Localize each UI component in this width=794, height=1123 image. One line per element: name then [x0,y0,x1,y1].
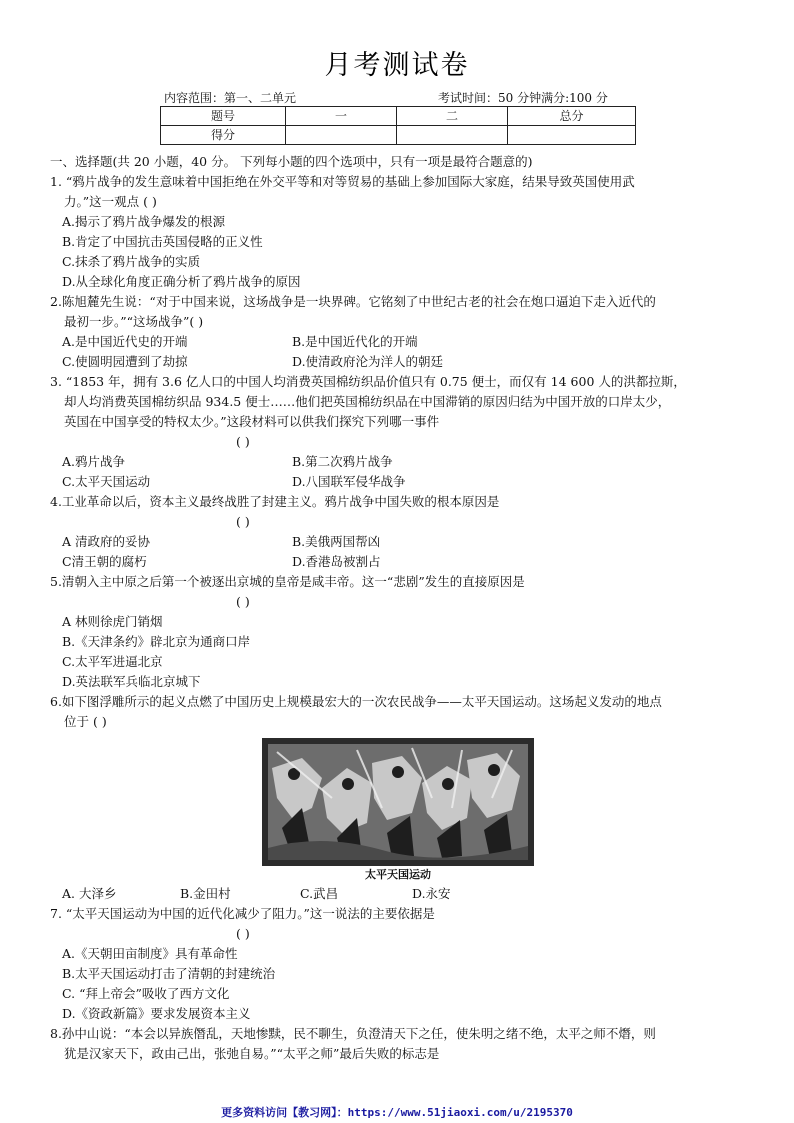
question-6-option-b[interactable]: B.金田村 [180,886,231,901]
question-2-options-row2 [50,352,758,372]
question-3-option-c[interactable]: C.太平天国运动 [62,474,151,489]
question-7-option-b[interactable]: B.太平天国运动打击了清朝的封建统治 [62,966,276,981]
question-6-stem-cont: 位于 ( ) [64,714,107,729]
question-5-option-b[interactable]: B.《天津条约》辟北京为通商口岸 [62,634,251,649]
question-5-stem: 5.清朝入主中原之后第一个被逐出京城的皇帝是咸丰帝。这一“悲剧”发生的直接原因是 [50,574,525,589]
question-7-option-c[interactable]: C. “拜上帝会”吸收了西方文化 [62,986,230,1001]
answer-parentheses[interactable]: ( ) [236,926,250,941]
score-input-cell[interactable] [508,126,636,145]
question-8-stem-cont: 犹是汉家天下，政由己出，张弛自易。”“太平之师”最后失败的标志是 [64,1046,440,1061]
question-3-option-a[interactable]: A.鸦片战争 [62,454,126,469]
score-cell: 一 [286,107,397,126]
question-4-option-a[interactable]: A 清政府的妥协 [62,534,151,549]
question-1-option-b[interactable]: B.肯定了中国抗击英国侵略的正义性 [62,234,263,249]
question-3-option-d[interactable]: D.八国联军侵华战争 [292,474,406,489]
score-table-row-score [161,126,636,145]
question-7-option-d[interactable]: D.《资政新篇》要求发展资本主义 [62,1006,251,1021]
question-7-option-a[interactable]: A.《天朝田亩制度》具有革命性 [62,946,238,961]
question-2-option-c[interactable]: C.使圆明园遭到了劫掠 [62,354,188,369]
question-2-stem-cont: 最初一步。”“这场战争”( ) [64,314,204,329]
score-cell: 题号 [161,107,286,126]
question-4-option-d[interactable]: D.香港岛被割占 [292,554,381,569]
question-1-option-a[interactable]: A.揭示了鸦片战争爆发的根源 [62,214,226,229]
question-5-option-d[interactable]: D.英法联军兵临北京城下 [62,674,201,689]
question-8-stem: 8.孙中山说：“本会以异族僭乱，天地惨黩，民不聊生，负澄清天下之任，使朱明之绪不绝，太平之师不熸，则 [50,1026,656,1041]
question-1-option-c[interactable]: C.抹杀了鸦片战争的实质 [62,254,201,269]
question-3-options-row1 [50,452,758,472]
question-4-stem: 4.工业革命以后，资本主义最终战胜了封建主义。鸦片战争中国失败的根本原因是 [50,494,500,509]
question-3-option-b[interactable]: B.第二次鸦片战争 [292,454,393,469]
score-cell: 二 [397,107,508,126]
score-input-cell[interactable] [397,126,508,145]
score-input-cell[interactable] [286,126,397,145]
question-5-option-c[interactable]: C.太平军进逼北京 [62,654,163,669]
question-6-option-d[interactable]: D.永安 [412,886,451,901]
question-3-stem: 3. “1853 年，拥有 3.6 亿人口的中国人均消费英国棉纺织品价值只有 0.75 便士，而仅有 14 600 人的洪都拉斯， [50,374,686,389]
figure-caption: 太平天国运动 [365,868,431,881]
score-cell: 总分 [508,107,636,126]
score-table [160,106,636,145]
question-5-option-a[interactable]: A 林则徐虎门销烟 [62,614,163,629]
question-2-option-a[interactable]: A.是中国近代史的开端 [62,334,188,349]
answer-parentheses[interactable]: ( ) [236,594,250,609]
question-4-option-c[interactable]: C清王朝的腐朽 [62,554,147,569]
question-3-stem-cont: 却人均消费英国棉纺织品 934.5 便士……他们把英国棉纺织品在中国滞销的原因归结为中国开放的口岸太少， [64,394,671,409]
question-6-options [50,884,758,904]
question-body [50,152,758,1064]
question-1-option-d[interactable]: D.从全球化角度正确分析了鸦片战争的原因 [62,274,301,289]
question-1-stem: 1. “鸦片战争的发生意味着中国拒绝在外交平等和对等贸易的基础上参加国际大家庭，结果导致英国使用武 [50,174,635,189]
question-2-option-d[interactable]: D.使清政府沦为洋人的朝廷 [292,354,444,369]
score-cell: 得分 [161,126,286,145]
answer-parentheses[interactable]: ( ) [236,514,250,529]
score-table-row-header [161,107,636,126]
question-4-options-row1 [50,532,758,552]
question-2-option-b[interactable]: B.是中国近代化的开端 [292,334,418,349]
answer-parentheses[interactable]: ( ) [236,434,250,449]
question-6-option-a[interactable]: A. 大泽乡 [62,886,117,901]
question-4-options-row2 [50,552,758,572]
question-4-option-b[interactable]: B.美俄两国帮凶 [292,534,381,549]
question-2-options-row1 [50,332,758,352]
relief-figure [262,738,534,884]
relief-sculpture-illustration [262,738,534,866]
footer-link[interactable]: 更多资料访问【教习网】：https://www.51jiaoxi.com/u/2195370 [221,1106,573,1119]
question-3-options-row2 [50,472,758,492]
page-title: 月考测试卷 [324,50,470,81]
section-heading: 一、选择题(共 20 小题，40 分。 下列每小题的四个选项中，只有一项是最符合题意的) [50,154,533,169]
question-6-option-c[interactable]: C.武昌 [300,886,339,901]
question-2-stem: 2.陈旭麓先生说：“对于中国来说，这场战争是一块界碑。它铭刻了中世纪古老的社会在炮口逼迫下走入近代的 [50,294,656,309]
exam-time: 考试时间：50 分钟满分:100 分 [438,91,608,105]
question-6-stem: 6.如下图浮雕所示的起义点燃了中国历史上规模最宏大的一次农民战争——太平天国运动。这场起义发动的地点 [50,694,662,709]
question-1-stem-cont: 力。”这一观点 ( ) [64,194,157,209]
question-7-stem: 7. “太平天国运动为中国的近代化减少了阻力。”这一说法的主要依据是 [50,906,435,921]
question-3-stem-cont: 英国在中国享受的特权太少。”这段材料可以供我们探究下列哪一事件 [64,414,440,429]
content-scope: 内容范围：第一、二单元 [164,91,297,105]
relief-image [262,738,534,866]
